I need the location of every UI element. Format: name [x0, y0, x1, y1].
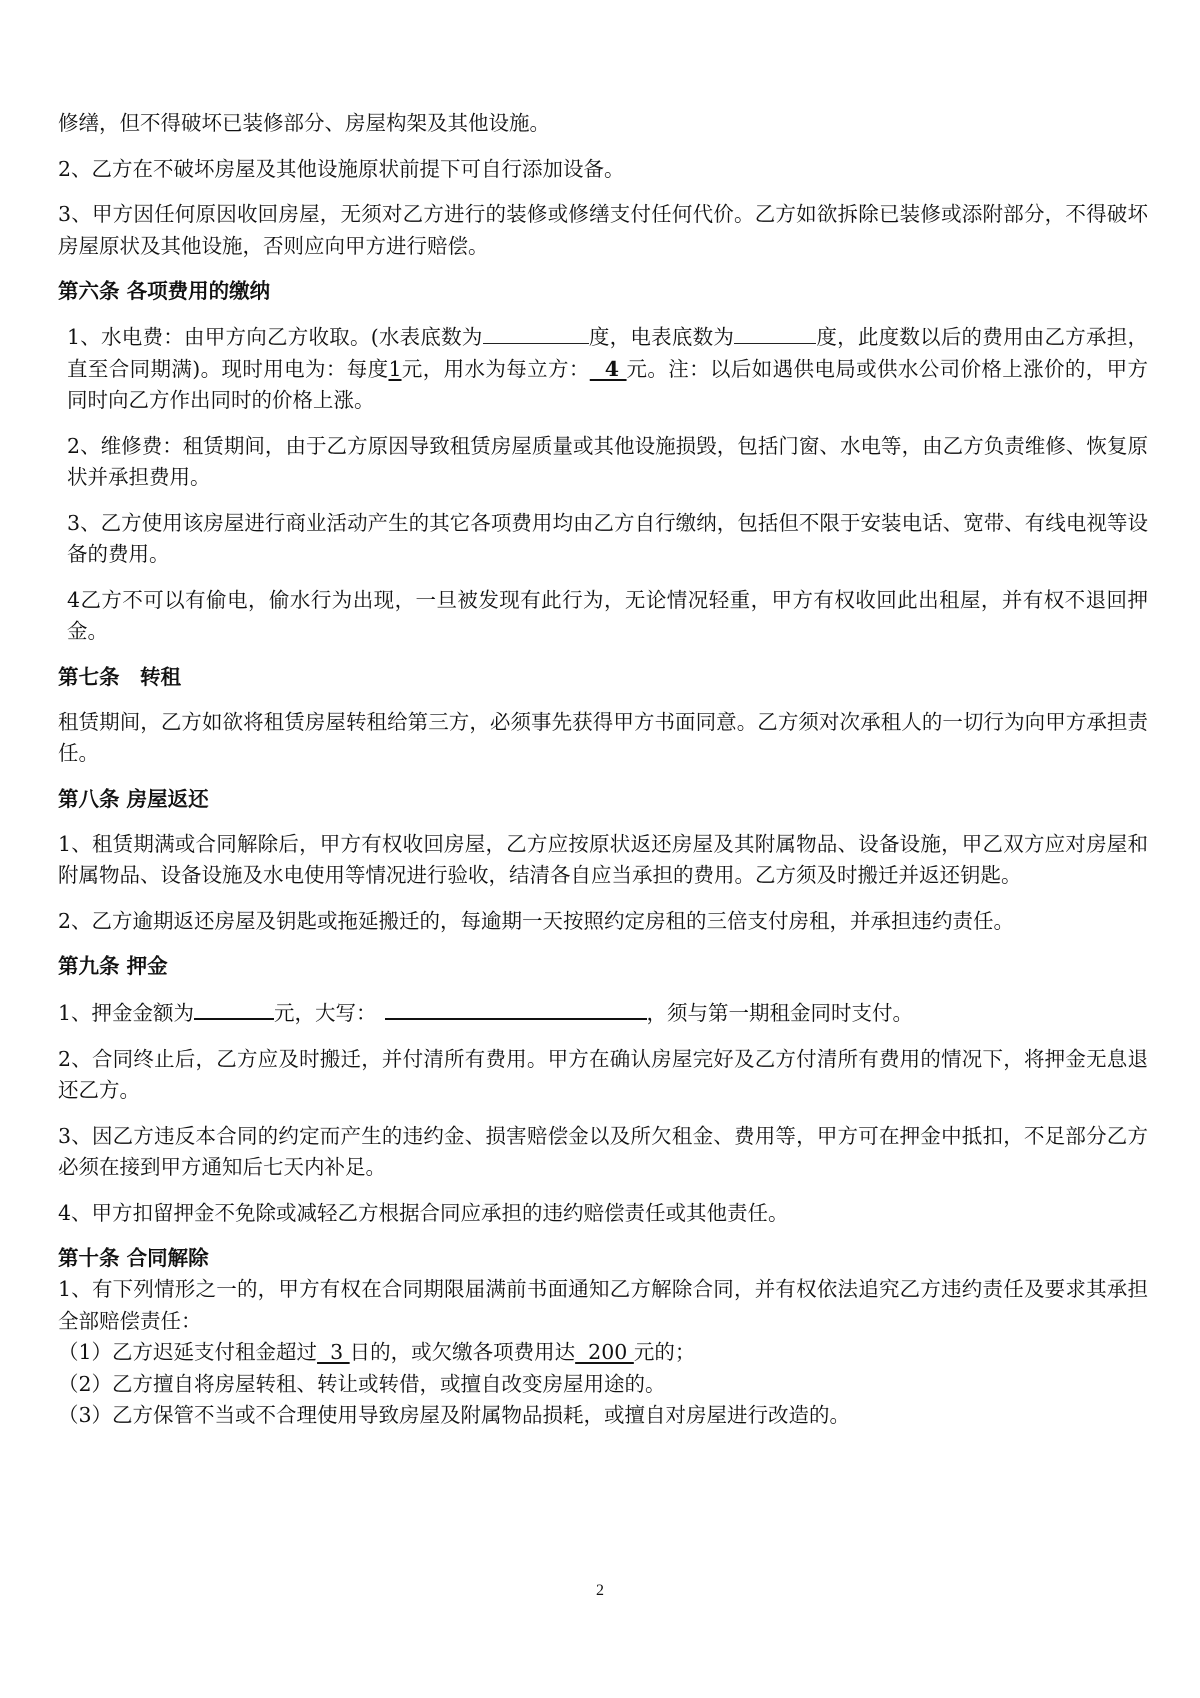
article-10-clause-1: 1、有下列情形之一的，甲方有权在合同期限届满前书面通知乙方解除合同，并有权依法追究乙方违约责任及要求其承担全部赔偿责任： [58, 1277, 1148, 1333]
paragraph-intro-0: 修缮，但不得破坏已装修部分、房屋构架及其他设施。 [58, 111, 550, 135]
article-6-clause-4: 4乙方不可以有偷电，偷水行为出现，一旦被发现有此行为，无论情况轻重，甲方有权收回此出租屋，并有权不退回押金。 [67, 587, 1148, 643]
article-7-clause-1: 租赁期间，乙方如欲将租赁房屋转租给第三方，必须事先获得甲方书面同意。乙方须对次承租人的一切行为向甲方承担责任。 [58, 709, 1148, 765]
text-segment: 1、水电费：由甲方向乙方收取。(水表底数为 [67, 325, 483, 349]
text-segment: 元，用水为每立方： [401, 356, 590, 381]
article-9-clause-3: 3、因乙方违反本合同的约定而产生的违约金、损害赔偿金以及所欠租金、费用等，甲方可在押金中抵扣，不足部分乙方必须在接到甲方通知后七天内补足。 [58, 1123, 1148, 1179]
article-6-clause-3: 3、乙方使用该房屋进行商业活动产生的其它各项费用均由乙方自行缴纳，包括但不限于安装电话、宽带、有线电视等设备的费用。 [67, 510, 1148, 566]
page-number: 2 [596, 1582, 604, 1599]
text-segment: 日的，或欠缴各项费用达 [349, 1340, 576, 1364]
article-8-title: 第八条 房屋返还 [58, 786, 209, 811]
text-segment: ，须与第一期租金同时支付。 [646, 1001, 914, 1025]
electricity-price: 1 [388, 356, 402, 381]
text-segment: 元，大写： [274, 1001, 377, 1025]
deposit-amount-blank[interactable] [194, 996, 274, 1020]
paragraph-intro-1: 2、乙方在不破坏房屋及其他设施原状前提下可自行添加设备。 [58, 156, 625, 181]
article-9-clause-2: 2、合同终止后，乙方应及时搬迁，并付清所有费用。甲方在确认房屋完好及乙方付清所有费用的情况下，将押金无息退还乙方。 [58, 1046, 1148, 1102]
text-segment: 元。注：以后如遇供电局或供水公司价格上涨价的，甲方同时向乙方作出同时的价格上涨。 [67, 356, 1148, 412]
article-9-clause-4: 4、甲方扣留押金不免除或减轻乙方根据合同应承担的违约赔偿责任或其他责任。 [58, 1200, 789, 1225]
article-9-title: 第九条 押金 [58, 954, 168, 978]
article-10-item-3: （3）乙方保管不当或不合理使用导致房屋及附属物品损耗，或擅自对房屋进行改造的。 [58, 1403, 851, 1427]
article-6-clause-2: 2、维修费：租赁期间，由于乙方原因导致租赁房屋质量或其他设施损毁，包括门窗、水电等，由乙方负责维修、恢复原状并承担费用。 [67, 433, 1148, 489]
deposit-amount-in-words-blank[interactable] [385, 996, 647, 1020]
water-meter-blank[interactable] [483, 321, 589, 344]
article-7-title: 第七条 转租 [58, 664, 181, 689]
article-10-item-1 [58, 1337, 1148, 1369]
water-price: 4 [589, 356, 627, 381]
contract-page-body [58, 108, 1148, 1432]
text-segment: （1）乙方迟延支付租金超过 [58, 1340, 318, 1364]
article-9-clause-1 [58, 996, 1148, 1030]
paragraph-intro-2: 3、甲方因任何原因收回房屋，无须对乙方进行的装修或修缮支付任何代价。乙方如欲拆除已装修或添附部分，不得破坏房屋原状及其他设施，否则应向甲方进行赔偿。 [58, 202, 1148, 258]
article-10-item-2: （2）乙方擅自将房屋转租、转让或转借，或擅自改变房屋用途的。 [58, 1371, 666, 1396]
article-8-clause-1: 1、租赁期满或合同解除后，甲方有权收回房屋，乙方应按原状返还房屋及其附属物品、设备设施，甲乙双方应对房屋和附属物品、设备设施及水电使用等情况进行验收，结清各自应当承担的费用。乙方须及时搬迁并返还钥匙。 [58, 831, 1148, 887]
text-segment: 元的； [633, 1340, 696, 1364]
article-10-title: 第十条 合同解除 [58, 1246, 209, 1270]
text-segment: 1、押金金额为 [58, 1001, 195, 1025]
text-segment: 度，此度数以后的费用由乙方承担，直至合同期满)。现时用电为：每度 [67, 325, 1149, 381]
article-6-title: 第六条 各项费用的缴纳 [58, 279, 271, 303]
overdue-days-value: 3 [317, 1340, 350, 1364]
electric-meter-blank[interactable] [734, 321, 816, 344]
text-segment: 度，电表底数为 [588, 325, 735, 349]
article-6-clause-1 [58, 321, 1148, 417]
overdue-amount-value: 200 [575, 1340, 634, 1364]
article-8-clause-2: 2、乙方逾期返还房屋及钥匙或拖延搬迁的，每逾期一天按照约定房租的三倍支付房租，并承担违约责任。 [58, 908, 1015, 933]
